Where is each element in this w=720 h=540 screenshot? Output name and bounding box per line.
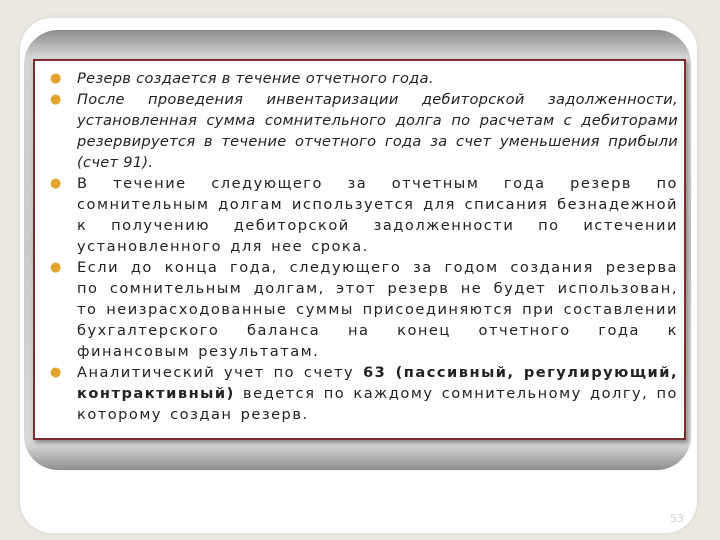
bullet-icon: ● xyxy=(50,260,63,275)
bullet-item xyxy=(49,89,678,173)
bullet-item xyxy=(49,257,678,362)
bullet-text xyxy=(77,364,678,423)
bullet-text: Если до конца года, следующего за годом создания резерва по сомнительным долгам, этот резерв не будет использован, то неизрасходованные суммы присоединяются при составлении бухгалтерского баланса на конец отчетного года к финансовым результатам. xyxy=(77,259,678,360)
page-number: 53 xyxy=(670,512,684,525)
bullet-item xyxy=(49,173,678,257)
bullet-icon: ● xyxy=(50,71,62,86)
bullet-icon: ● xyxy=(50,92,62,107)
content-frame xyxy=(33,59,686,440)
bullet-list xyxy=(49,68,678,425)
bullet-icon: ● xyxy=(50,365,63,380)
bullet-text: В течение следующего за отчетным года резерв по сомнительным долгам используется для списания безнадежной к получению дебиторской задолженности по истечении установленного для нее срока. xyxy=(77,175,678,255)
account-bold-text: 63 (пассивный, регулирующий, контрактивный) xyxy=(77,364,678,402)
bullet-text-part: ведется по каждому сомнительному долгу, по которому создан резерв. xyxy=(77,385,678,423)
bullet-text-part: Аналитический учет по счету xyxy=(77,364,364,381)
bullet-text: После проведения инвентаризации дебиторской задолженности, установленная сумма сомнительного долга по расчетам с дебиторами резервируется в течение отчетного года за счет уменьшения прибыли (счет 91). xyxy=(77,91,678,171)
bullet-icon: ● xyxy=(50,176,63,191)
bullet-item xyxy=(49,68,678,89)
bullet-text: Резерв создается в течение отчетного года. xyxy=(77,70,434,87)
bullet-item xyxy=(49,362,678,425)
